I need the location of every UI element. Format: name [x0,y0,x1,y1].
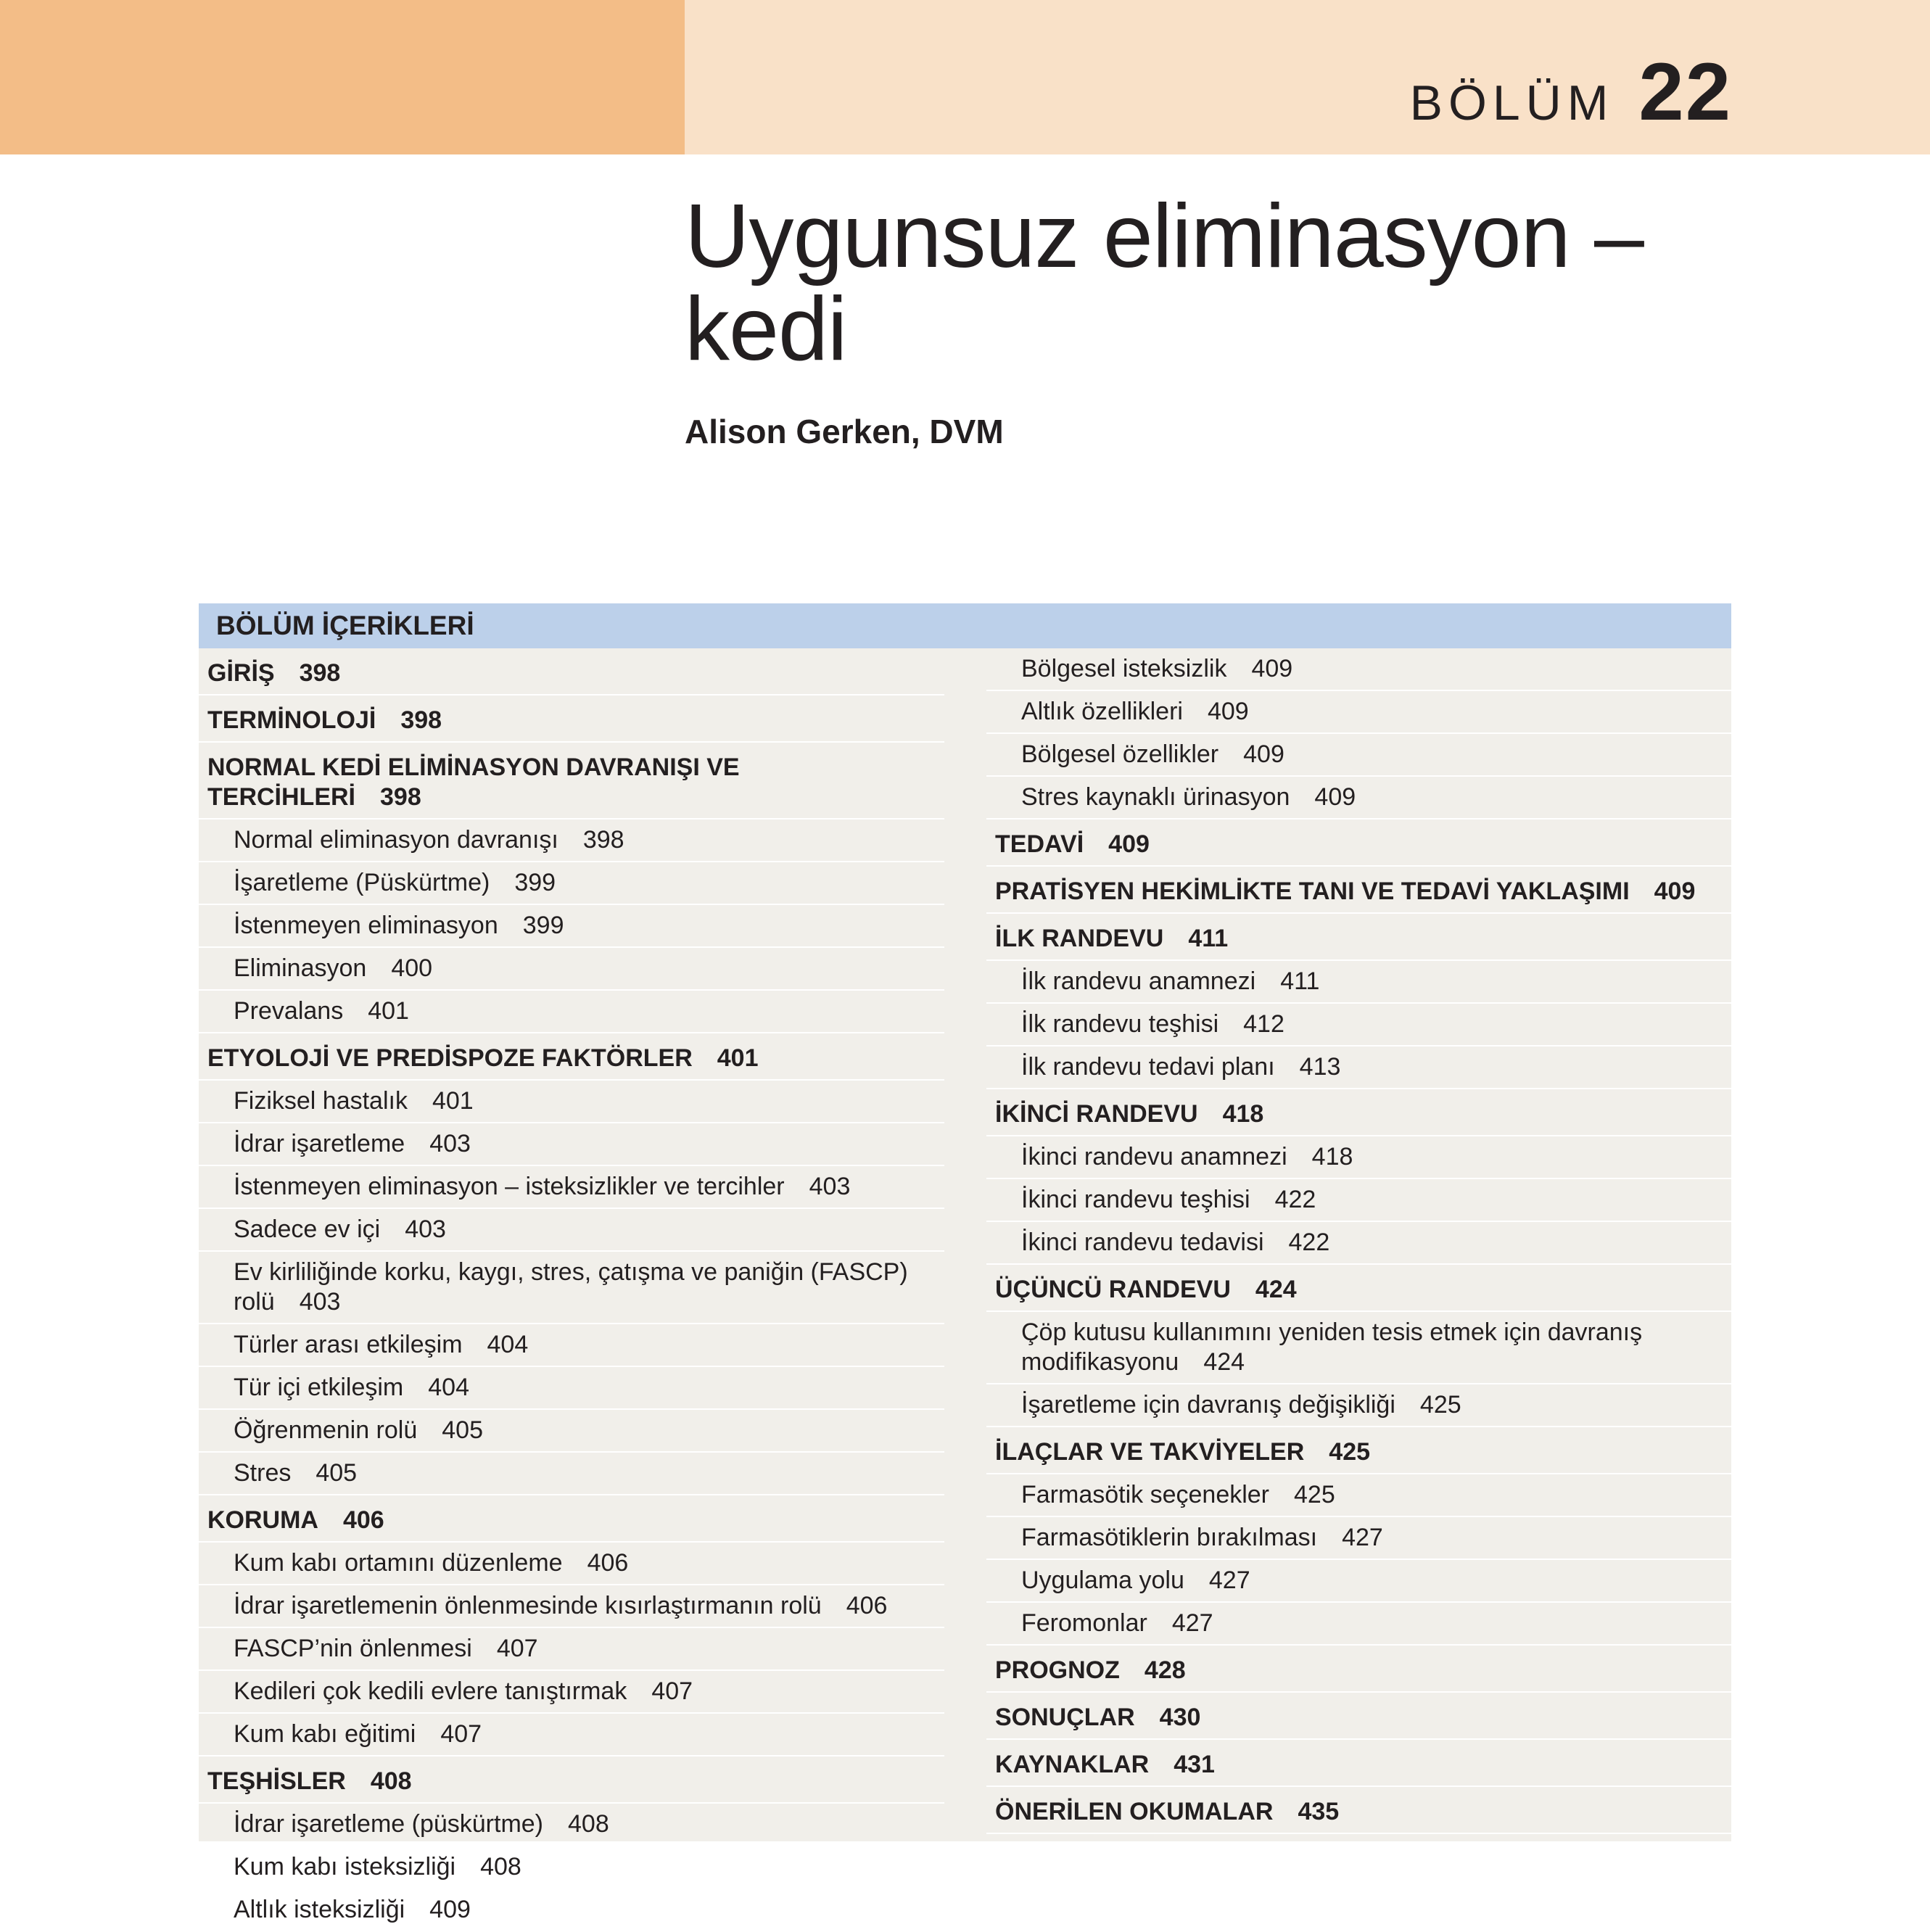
toc-entry-title: ÖNERİLEN OKUMALAR [995,1798,1274,1825]
toc-entry-title: TEŞHİSLER [207,1767,346,1795]
toc-column-right [986,648,1731,1834]
toc-entry-title: Altlık özellikleri [1021,698,1183,725]
toc-entry-page: 412 [1243,1010,1284,1038]
toc-subsection-entry[interactable] [986,1136,1731,1179]
toc-subsection-entry[interactable] [986,648,1731,691]
toc-subsection-entry[interactable] [199,1081,944,1123]
toc-entry-title: İLK RANDEVU [995,925,1164,952]
toc-subsection-entry[interactable] [199,1671,944,1714]
toc-entry-title: Çöp kutusu kullanımını yeniden tesis etmek için davranış modifikasyonu [1021,1318,1643,1376]
toc-entry-page: 404 [487,1331,529,1358]
toc-entry-page: 401 [717,1044,759,1072]
toc-entry-page: 427 [1342,1524,1383,1551]
toc-entry-page: 406 [587,1549,629,1577]
toc-entry-title: İdrar işaretlemenin önlenmesinde kısırlaştırmanın rolü [234,1592,822,1619]
toc-entry-title: ETYOLOJİ VE PREDİSPOZE FAKTÖRLER [207,1044,693,1072]
toc-entry-page: 427 [1208,1566,1250,1594]
toc-subsection-entry[interactable] [986,1560,1731,1603]
toc-entry-title: Türler arası etkileşim [234,1331,463,1358]
toc-subsection-entry[interactable] [199,1889,944,1932]
toc-entry-title: İdrar işaretleme [234,1130,405,1157]
toc-subsection-entry[interactable] [199,1628,944,1671]
toc-subsection-entry[interactable] [199,1804,944,1846]
toc-entry-page: 411 [1280,967,1320,995]
toc-subsection-entry[interactable] [986,1004,1731,1046]
toc-entry-title: TERMİNOLOJİ [207,706,376,734]
toc-entry-page: 408 [568,1810,609,1838]
toc-entry-title: Eliminasyon [234,954,367,982]
toc-subsection-entry[interactable] [986,1603,1731,1646]
toc-entry-page: 403 [299,1288,341,1316]
toc-entry-title: İkinci randevu anamnezi [1021,1143,1287,1171]
toc-section-entry[interactable] [986,820,1731,867]
toc-subsection-entry[interactable] [986,1474,1731,1517]
toc-entry-page: 408 [370,1767,412,1795]
toc-entry-title: Farmasötik seçenekler [1021,1481,1270,1508]
header-band-left [0,0,685,154]
toc-entry-title: Stres [234,1459,292,1487]
toc-subsection-entry[interactable] [199,1453,944,1495]
toc-section-entry[interactable] [199,648,944,695]
toc-section-entry[interactable] [199,1495,944,1543]
toc-entry-title: İlk randevu tedavi planı [1021,1053,1275,1081]
toc-entry-title: İlk randevu anamnezi [1021,967,1256,995]
toc-entry-title: Kedileri çok kedili evlere tanıştırmak [234,1677,627,1705]
toc-entry-page: 409 [1314,783,1356,811]
toc-subsection-entry[interactable] [986,1384,1731,1427]
page-title-line-1: Uygunsuz eliminasyon – [685,186,1644,286]
header-band-right [685,0,1930,154]
toc-subsection-entry[interactable] [199,1367,944,1410]
toc-entry-page: 424 [1255,1276,1297,1303]
toc-entry-title: SONUÇLAR [995,1704,1135,1731]
toc-entry-title: İLAÇLAR VE TAKVİYELER [995,1438,1305,1466]
toc-entry-page: 409 [429,1896,471,1923]
toc-entry-title: Altlık isteksizliği [234,1896,405,1923]
toc-subsection-entry[interactable] [986,1179,1731,1222]
toc-entry-page: 404 [428,1374,469,1401]
toc-entry-page: 399 [522,912,564,939]
toc-entry-page: 399 [514,869,556,896]
toc-subsection-entry[interactable] [199,1123,944,1166]
toc-section-entry[interactable] [199,1756,944,1804]
toc-entry-title: Tür içi etkileşim [234,1374,404,1401]
chapter-number: 22 [1638,46,1732,137]
toc-entry-page: 407 [496,1635,538,1662]
toc-entry-page: 405 [442,1416,483,1444]
toc-section-entry[interactable] [986,1089,1731,1136]
toc-entry-title: Kum kabı eğitimi [234,1720,416,1748]
toc-subsection-entry[interactable] [986,734,1731,777]
toc-entry-title: İlk randevu teşhisi [1021,1010,1219,1038]
toc-subsection-entry[interactable] [199,948,944,991]
toc-entry-title: İkinci randevu tedavisi [1021,1229,1264,1256]
toc-entry-page: 403 [405,1215,446,1243]
toc-entry-page: 405 [316,1459,358,1487]
toc-entry-page: 418 [1311,1143,1353,1171]
toc-entry-title: Sadece ev içi [234,1215,381,1243]
chapter-label [1409,45,1732,137]
toc-subsection-entry[interactable] [199,905,944,948]
toc-entry-page: 398 [380,783,421,811]
toc-entry-page: 398 [400,706,442,734]
toc-entry-title: NORMAL KEDİ ELİMİNASYON DAVRANIŞI VE TERCİHLERİ [207,754,740,811]
toc-entry-page: 425 [1419,1391,1461,1419]
toc-subsection-entry[interactable] [986,961,1731,1004]
toc-entry-page: 424 [1203,1348,1245,1376]
toc-subsection-entry[interactable] [986,1222,1731,1265]
toc-entry-title: Kum kabı ortamını düzenleme [234,1549,563,1577]
toc-entry-page: 398 [299,659,341,687]
toc-entry-page: 430 [1159,1704,1201,1731]
toc-entry-page: 411 [1188,925,1229,952]
toc-subsection-entry[interactable] [199,1166,944,1209]
toc-entry-title: KAYNAKLAR [995,1751,1150,1778]
toc-entry-title: FASCP’nin önlenmesi [234,1635,472,1662]
toc-section-entry[interactable] [986,1693,1731,1740]
toc-entry-page: 409 [1251,655,1293,682]
toc-section-entry[interactable] [986,1427,1731,1474]
toc-subsection-entry[interactable] [199,991,944,1033]
toc-entry-title: KORUMA [207,1506,318,1534]
toc-subsection-entry[interactable] [199,1209,944,1252]
toc-subsection-entry[interactable] [986,1046,1731,1089]
toc-entry-page: 406 [342,1506,384,1534]
toc-section-entry[interactable] [986,1646,1731,1693]
page-title [685,186,1715,379]
toc-section-entry[interactable] [199,743,944,820]
page-title-line-2: kedi [685,279,847,379]
toc-subsection-entry[interactable] [986,1517,1731,1560]
toc-entry-page: 431 [1174,1751,1215,1778]
toc-entry-page: 409 [1243,740,1284,768]
toc-subsection-entry[interactable] [199,1324,944,1367]
toc-entry-title: Feromonlar [1021,1609,1147,1637]
toc-entry-page: 398 [582,826,624,854]
toc-entry-title: Fiziksel hastalık [234,1087,408,1115]
toc-entry-title: İdrar işaretleme (püskürtme) [234,1810,544,1838]
toc-section-entry[interactable] [199,695,944,743]
toc-entry-title: Kum kabı isteksizliği [234,1853,456,1881]
chapter-word: BÖLÜM [1409,75,1614,131]
toc-entry-page: 409 [1108,830,1150,858]
toc-entry-page: 425 [1294,1481,1335,1508]
chapter-contents-panel [199,603,1731,1923]
toc-subsection-entry[interactable] [199,1714,944,1756]
toc-subsection-entry[interactable] [199,1585,944,1628]
author-name: Alison Gerken, DVM [685,413,1004,450]
toc-entry-title: İkinci randevu teşhisi [1021,1186,1250,1213]
toc-entry-page: 401 [368,997,409,1025]
toc-entry-page: 428 [1144,1656,1186,1684]
toc-entry-page: 425 [1329,1438,1371,1466]
toc-entry-page: 403 [809,1173,851,1200]
toc-entry-page: 403 [429,1130,471,1157]
toc-section-entry[interactable] [986,867,1731,914]
toc-entry-page: 422 [1274,1186,1316,1213]
toc-entry-page: 435 [1298,1798,1340,1825]
toc-entry-title: Öğrenmenin rolü [234,1416,418,1444]
toc-entry-title: Ev kirliliğinde korku, kaygı, stres, çatışma ve paniğin (FASCP) rolü [234,1258,908,1316]
toc-section-entry[interactable] [986,1740,1731,1787]
toc-subsection-entry[interactable] [986,1312,1731,1384]
toc-section-entry[interactable] [986,1265,1731,1312]
toc-entry-page: 407 [440,1720,482,1748]
toc-entry-page: 418 [1222,1100,1264,1128]
toc-subsection-entry[interactable] [199,1410,944,1453]
toc-entry-title: Stres kaynaklı ürinasyon [1021,783,1290,811]
toc-entry-title: İstenmeyen eliminasyon [234,912,498,939]
toc-entry-title: Farmasötiklerin bırakılması [1021,1524,1318,1551]
toc-section-entry[interactable] [986,914,1731,961]
toc-entry-title: İşaretleme (Püskürtme) [234,869,490,896]
toc-section-entry[interactable] [199,1033,944,1081]
toc-entry-page: 409 [1207,698,1249,725]
toc-entry-title: Normal eliminasyon davranışı [234,826,558,854]
toc-entry-title: İşaretleme için davranış değişikliği [1021,1391,1395,1419]
toc-column-left [199,648,944,1932]
toc-subsection-entry[interactable] [199,1543,944,1585]
toc-subsection-entry[interactable] [199,1252,944,1324]
toc-entry-title: Bölgesel özellikler [1021,740,1219,768]
toc-entry-page: 401 [432,1087,474,1115]
toc-entry-page: 422 [1288,1229,1330,1256]
toc-entry-page: 413 [1299,1053,1341,1081]
toc-subsection-entry[interactable] [986,691,1731,734]
toc-subsection-entry[interactable] [199,862,944,905]
toc-entry-title: Uygulama yolu [1021,1566,1184,1594]
toc-entry-page: 406 [846,1592,888,1619]
toc-entry-page: 408 [480,1853,521,1881]
toc-subsection-entry[interactable] [986,777,1731,820]
toc-entry-title: ÜÇÜNCÜ RANDEVU [995,1276,1231,1303]
toc-entry-page: 400 [391,954,433,982]
toc-entry-title: PRATİSYEN HEKİMLİKTE TANI VE TEDAVİ YAKLAŞIMI [995,878,1630,905]
toc-subsection-entry[interactable] [199,820,944,862]
toc-entry-page: 409 [1654,878,1696,905]
toc-entry-title: GİRİŞ [207,659,275,687]
toc-entry-title: İKİNCİ RANDEVU [995,1100,1198,1128]
chapter-contents-heading: BÖLÜM İÇERİKLERİ [199,603,1731,648]
toc-entry-page: 407 [651,1677,693,1705]
toc-entry-title: PROGNOZ [995,1656,1120,1684]
toc-entry-page: 427 [1171,1609,1213,1637]
toc-entry-title: Prevalans [234,997,344,1025]
toc-section-entry[interactable] [986,1787,1731,1834]
toc-entry-title: TEDAVİ [995,830,1084,858]
toc-entry-title: İstenmeyen eliminasyon – isteksizlikler ve tercihler [234,1173,785,1200]
toc-subsection-entry[interactable] [199,1846,944,1889]
toc-entry-title: Bölgesel isteksizlik [1021,655,1227,682]
